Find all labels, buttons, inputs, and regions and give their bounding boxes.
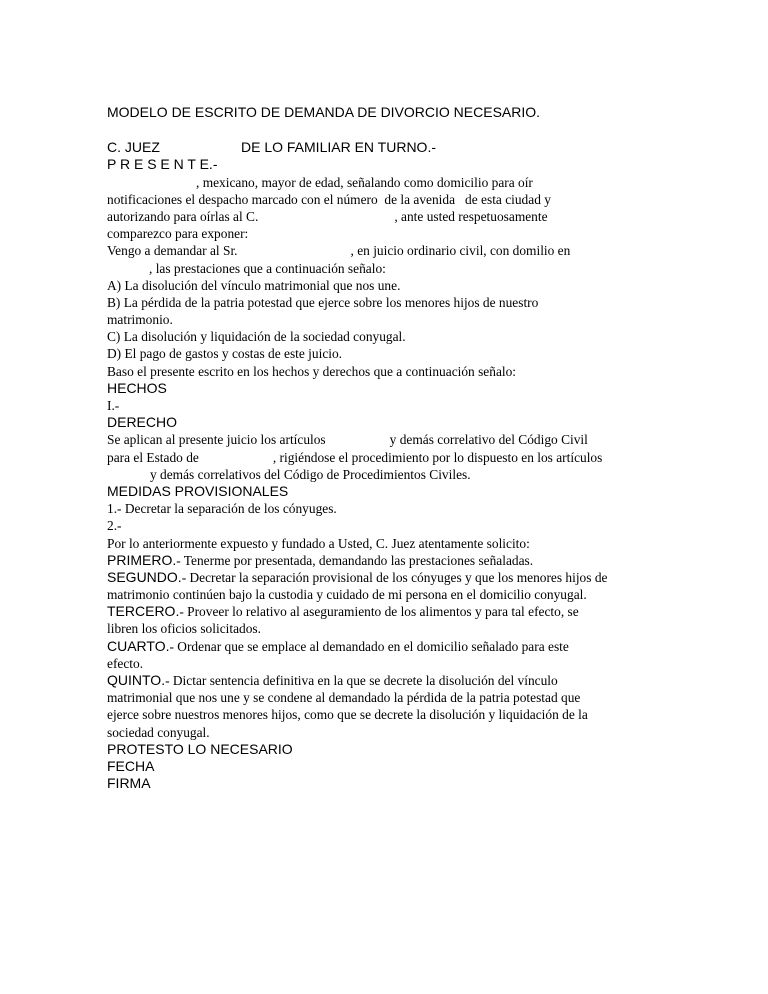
fecha-line: FECHA bbox=[107, 757, 155, 774]
derecho-line-1: Se aplican al presente juicio los artículos y demás correlativo del Código Civil bbox=[107, 432, 588, 448]
presente-line: P R E S E N T E.- bbox=[107, 156, 218, 173]
segundo-line-2: matrimonio continúen bajo la custodia y cuidado de mi persona en el domicilio conyugal. bbox=[107, 587, 587, 603]
derecho-line-2: para el Estado de , rigiéndose el procedimiento por lo dispuesto en los artículos bbox=[107, 449, 603, 465]
prestacion-d: D) El pago de gastos y costas de este juicio. bbox=[107, 346, 343, 362]
tercero-label: TERCERO. bbox=[107, 603, 180, 620]
protesto-line: PROTESTO LO NECESARIO bbox=[107, 740, 293, 757]
cuarto-line-2: efecto. bbox=[107, 655, 144, 671]
document-page bbox=[107, 104, 667, 792]
quinto-line-1: QUINTO.- Dictar sentencia definitiva en la que se decrete la disolución del vínculo bbox=[107, 672, 558, 688]
quinto-line-2: matrimonial que nos une y se condene al demandado la pérdida de la patria potestad que bbox=[107, 690, 581, 706]
derecho-heading: DERECHO bbox=[107, 414, 178, 431]
tercero-line-1: TERCERO.- Proveer lo relativo al aseguramiento de los alimentos y para tal efecto, se bbox=[107, 603, 579, 620]
medidas-item-1: 1.- Decretar la separación de los cónyuges. bbox=[107, 501, 337, 517]
quinto-line-3: ejerce sobre nuestros menores hijos, como que se decrete la disolución y liquidación de la bbox=[107, 707, 588, 723]
primero-line: PRIMERO.- Tenerme por presentada, demandando las prestaciones señaladas. bbox=[107, 551, 534, 568]
primero-label: PRIMERO. bbox=[107, 551, 177, 568]
intro-line-1: , mexicano, mayor de edad, señalando como domicilio para oír bbox=[196, 174, 533, 190]
demand-line-2: , las prestaciones que a continuación señalo: bbox=[149, 260, 386, 276]
document-title: MODELO DE ESCRITO DE DEMANDA DE DIVORCIO NECESARIO. bbox=[107, 104, 541, 120]
medidas-heading: MEDIDAS PROVISIONALES bbox=[107, 482, 289, 499]
cuarto-label: CUARTO. bbox=[107, 637, 170, 654]
addressee-line bbox=[107, 139, 667, 156]
quinto-line-4: sociedad conyugal. bbox=[107, 724, 210, 740]
intro-line-3: autorizando para oírlas al C. , ante usted respetuosamente bbox=[107, 208, 548, 224]
medidas-item-2: 2.- bbox=[107, 518, 122, 534]
tercero-line-2: libren los oficios solicitados. bbox=[107, 621, 261, 637]
solicito-line: Por lo anteriormente expuesto y fundado a Usted, C. Juez atentamente solicito: bbox=[107, 535, 530, 551]
base-line: Baso el presente escrito en los hechos y derechos que a continuación señalo: bbox=[107, 363, 517, 379]
prestacion-b-cont: matrimonio. bbox=[107, 312, 173, 328]
blank-line bbox=[107, 121, 667, 139]
derecho-line-3: y demás correlativos del Código de Procedimientos Civiles. bbox=[150, 466, 471, 482]
intro-line-4: comparezco para exponer: bbox=[107, 226, 249, 242]
segundo-line-1: SEGUNDO.- Decretar la separación provisional de los cónyuges y que los menores hijos de bbox=[107, 568, 608, 585]
hechos-heading: HECHOS bbox=[107, 379, 167, 396]
cuarto-line-1: CUARTO.- Ordenar que se emplace al demandado en el domicilio señalado para este bbox=[107, 637, 569, 654]
demand-line-1: Vengo a demandar al Sr. , en juicio ordinario civil, con domilio en bbox=[107, 243, 571, 259]
prestacion-c: C) La disolución y liquidación de la sociedad conyugal. bbox=[107, 329, 406, 345]
firma-line: FIRMA bbox=[107, 775, 151, 792]
segundo-label: SEGUNDO. bbox=[107, 568, 182, 585]
prestacion-a: A) La disolución del vínculo matrimonial que nos une. bbox=[107, 277, 401, 293]
addressee-juzgado: DE LO FAMILIAR EN TURNO.- bbox=[241, 139, 436, 156]
hechos-item-1: I.- bbox=[107, 398, 120, 413]
intro-line-2: notificaciones el despacho marcado con el número de la avenida de esta ciudad y bbox=[107, 191, 551, 207]
prestacion-b: B) La pérdida de la patria potestad que ejerce sobre los menores hijos de nuestro bbox=[107, 294, 539, 310]
addressee-juez: C. JUEZ bbox=[107, 139, 160, 156]
quinto-label: QUINTO. bbox=[107, 672, 166, 688]
